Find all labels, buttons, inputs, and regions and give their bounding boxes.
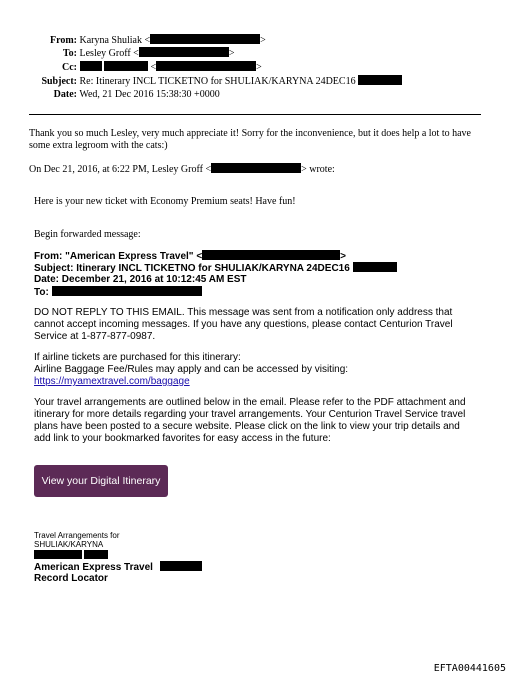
- header-to-row: To: Lesley Groff < >: [29, 47, 234, 60]
- redaction-block: [150, 34, 260, 44]
- travel-line-4: add link to your bookmarked favorites for easy access in the future:: [34, 433, 331, 444]
- redaction-block: [52, 286, 202, 296]
- arrangements-heading: Travel Arrangements for: [34, 531, 120, 540]
- date-label: Date:: [53, 89, 77, 100]
- redaction-block: [80, 61, 102, 71]
- forwarded-intro: Begin forwarded message:: [34, 229, 141, 240]
- header-cc-row: Cc: < >: [29, 61, 262, 74]
- arrangements-name: SHULIAK/KARYNA: [34, 540, 104, 549]
- fwd-date-line: Date: December 21, 2016 at 10:12:45 AM EST: [34, 274, 247, 285]
- travel-line-2: itinerary for more details regarding your travel arrangements. Your Centurion Travel Service travel: [34, 409, 466, 420]
- baggage-link-row: [34, 376, 190, 388]
- baggage-line-1: If airline tickets are purchased for this itinerary:: [34, 352, 241, 363]
- reply-line-1: Thank you so much Lesley, very much appreciate it! Sorry for the inconvenience, but it does help a lot to have: [29, 128, 471, 139]
- notice-line-1: DO NOT REPLY TO THIS EMAIL. This message was sent from a notification only address that: [34, 307, 453, 318]
- record-locator: Record Locator: [34, 573, 108, 584]
- header-subject-row: [29, 75, 402, 88]
- subject-label: Subject:: [41, 76, 77, 87]
- quote-attribution: On Dec 21, 2016, at 6:22 PM, Lesley Groff < > wrote:: [29, 164, 335, 175]
- baggage-line-2: Airline Baggage Fee/Rules may apply and can be accessed by visiting:: [34, 364, 349, 375]
- cc-label: Cc:: [62, 62, 77, 73]
- redaction-block: [104, 61, 148, 71]
- subject-value: Re: Itinerary INCL TICKETNO for SHULIAK/KARYNA 24DEC16: [79, 76, 356, 87]
- redaction-block: [211, 163, 301, 173]
- to-label: To:: [62, 48, 77, 59]
- quoted-message: Here is your new ticket with Economy Premium seats! Have fun!: [34, 196, 296, 207]
- redaction-block: [84, 550, 108, 559]
- view-digital-itinerary-button[interactable]: View your Digital Itinerary: [34, 465, 168, 497]
- header-date-row: [29, 89, 220, 101]
- travel-line-1: Your travel arrangements are outlined below in the email. Please refer to the PDF attachment and: [34, 397, 466, 408]
- header-divider: [29, 114, 481, 115]
- reply-line-2: some extra legroom with the cats:): [29, 140, 168, 151]
- fwd-from-line: From: "American Express Travel" < >: [34, 251, 347, 262]
- baggage-link[interactable]: https://myamextravel.com/baggage: [34, 376, 190, 387]
- document-id: EFTA00441605: [433, 663, 506, 674]
- fwd-to-line: To:: [34, 286, 202, 299]
- redaction-block: [353, 262, 397, 272]
- arrangements-redacted-row: [34, 550, 108, 561]
- from-value: Karyna Shuliak <: [79, 35, 151, 46]
- to-value: Lesley Groff <: [79, 48, 139, 59]
- redaction-block: [156, 61, 256, 71]
- header-from-row: From: Karyna Shuliak < >: [29, 34, 266, 47]
- agency-name: American Express Travel: [34, 562, 153, 573]
- redaction-block: [160, 561, 202, 571]
- from-label: From:: [49, 35, 77, 46]
- travel-line-3: plans have been posted to a secure website. Please click on the link to view your trip details and: [34, 421, 460, 432]
- fwd-subject-line: Subject: Itinerary INCL TICKETNO for SHULIAK/KARYNA 24DEC16: [34, 262, 397, 275]
- redaction-block: [358, 75, 402, 85]
- redaction-block: [202, 250, 340, 260]
- notice-line-2: cannot accept incoming messages. If you have any questions, please contact Centurion Travel: [34, 319, 453, 330]
- redaction-block: [139, 47, 229, 57]
- date-value: Wed, 21 Dec 2016 15:38:30 +0000: [79, 89, 220, 100]
- redaction-block: [34, 550, 82, 559]
- notice-line-3: Service at 1-877-877-0987.: [34, 331, 156, 342]
